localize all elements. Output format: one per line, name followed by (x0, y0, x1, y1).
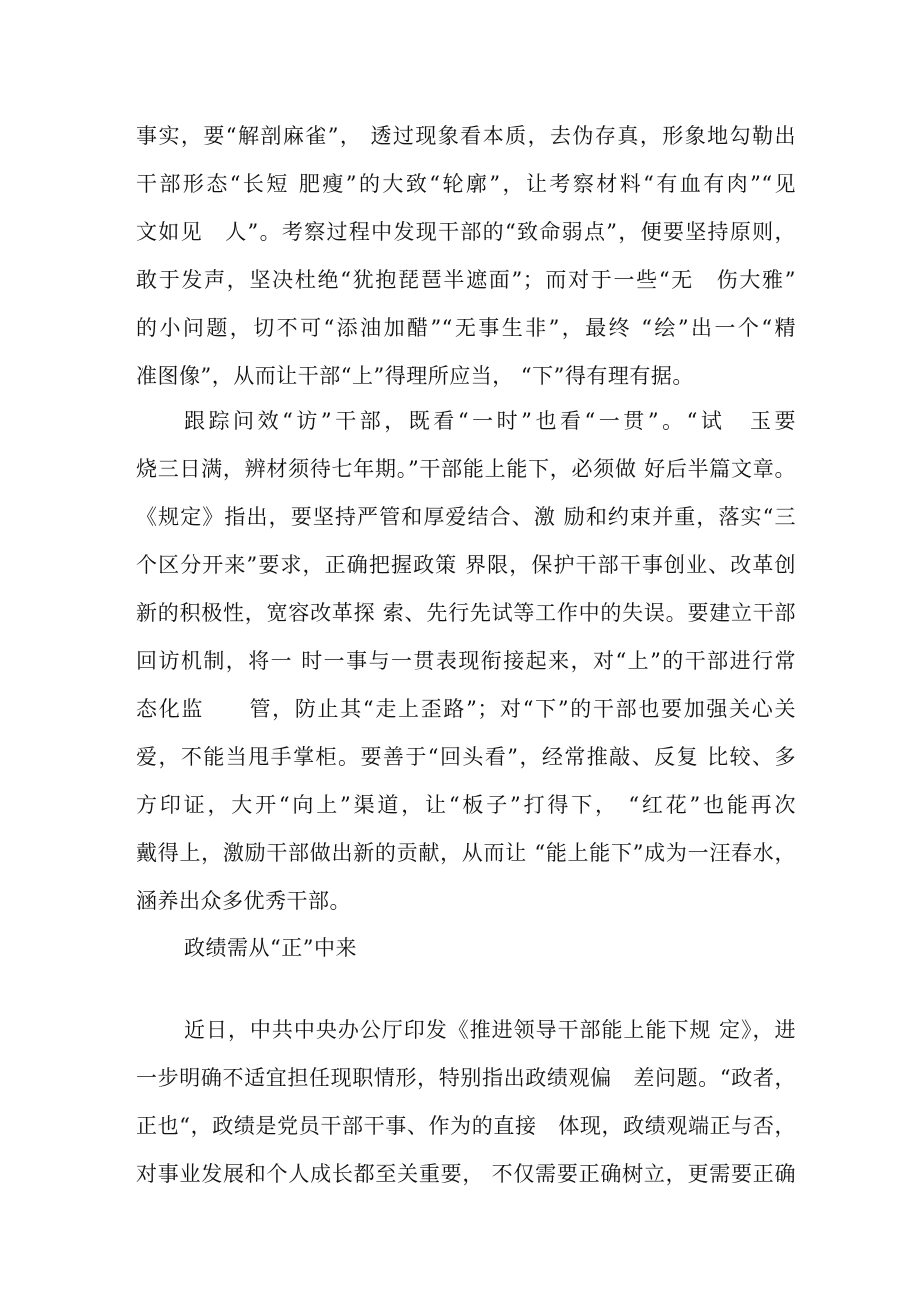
paragraph-1-line-5: 的小问题，切不可“添油加醋”“无事生非”，最终 “绘”出一个“精 (136, 316, 796, 340)
paragraph-1-line-6: 准图像”，从而让干部“上”得理所应当， “下”得有理有据。 (136, 364, 694, 388)
paragraph-2-line-11: 涵养出众多优秀干部。 (136, 889, 351, 913)
paragraph-2-line-3: 《规定》指出，要坚持严管和厚爱结合、激 励和约束并重，落实“三 (136, 505, 796, 529)
paragraph-2-line-10: 戴得上，激励干部做出新的贡献，从而让 “能上能下”成为一汪春水， (136, 841, 796, 865)
paragraph-1-line-3: 文如见 人”。考察过程中发现干部的“致命弱点”，便要坚持原则， (136, 220, 796, 244)
paragraph-1-line-2: 干部形态“长短 肥瘦”的大致“轮廓”，让考察材料“有血有肉”“见 (136, 172, 796, 196)
paragraph-2-line-7: 态化监 管，防止其“走上歪路”；对“下”的干部也要加强关心关 (136, 697, 796, 721)
paragraph-2-line-1: 跟踪问效“访”干部，既看“一时”也看“一贯”。“试 玉要 (184, 409, 796, 433)
paragraph-1-line-4: 敢于发声，坚决杜绝“犹抱琵琶半遮面”；而对于一些“无 伤大雅” (136, 268, 796, 292)
section-heading: 政绩需从“正”中来 (184, 936, 357, 960)
paragraph-3-line-4: 对事业发展和个人成长都至关重要， 不仅需要正确树立，更需要正确 (136, 1162, 796, 1186)
paragraph-1-line-1: 事实，要“解剖麻雀”， 透过现象看本质，去伪存真，形象地勾勒出 (136, 124, 796, 148)
paragraph-2-line-8: 爱，不能当甩手掌柜。要善于“回头看”，经常推敲、反复 比较、多 (136, 745, 796, 769)
paragraph-2-line-5: 新的积极性，宽容改革探 索、先行先试等工作中的失误。要建立干部 (136, 601, 796, 625)
paragraph-2-line-4: 个区分开来”要求，正确把握政策 界限，保护干部干事创业、改革创 (136, 553, 796, 577)
paragraph-3-line-1: 近日，中共中央办公厅印发《推进领导干部能上能下规 定》，进 (184, 1018, 796, 1042)
paragraph-3-line-3: 正也“，政绩是党员干部干事、作为的直接 体现，政绩观端正与否， (136, 1114, 796, 1138)
paragraph-2-line-2: 烧三日满，辨材须待七年期。”干部能上能下，必须做 好后半篇文章。 (136, 457, 796, 481)
paragraph-2-line-9: 方印证，大开“向上”渠道，让“板子”打得下， “红花”也能再次 (136, 793, 796, 817)
paragraph-2-line-6: 回访机制，将一 时一事与一贯表现衔接起来，对“上”的干部进行常 (136, 649, 796, 673)
paragraph-3-line-2: 一步明确不适宜担任现职情形，特别指出政绩观偏 差问题。“政者， (136, 1066, 796, 1090)
